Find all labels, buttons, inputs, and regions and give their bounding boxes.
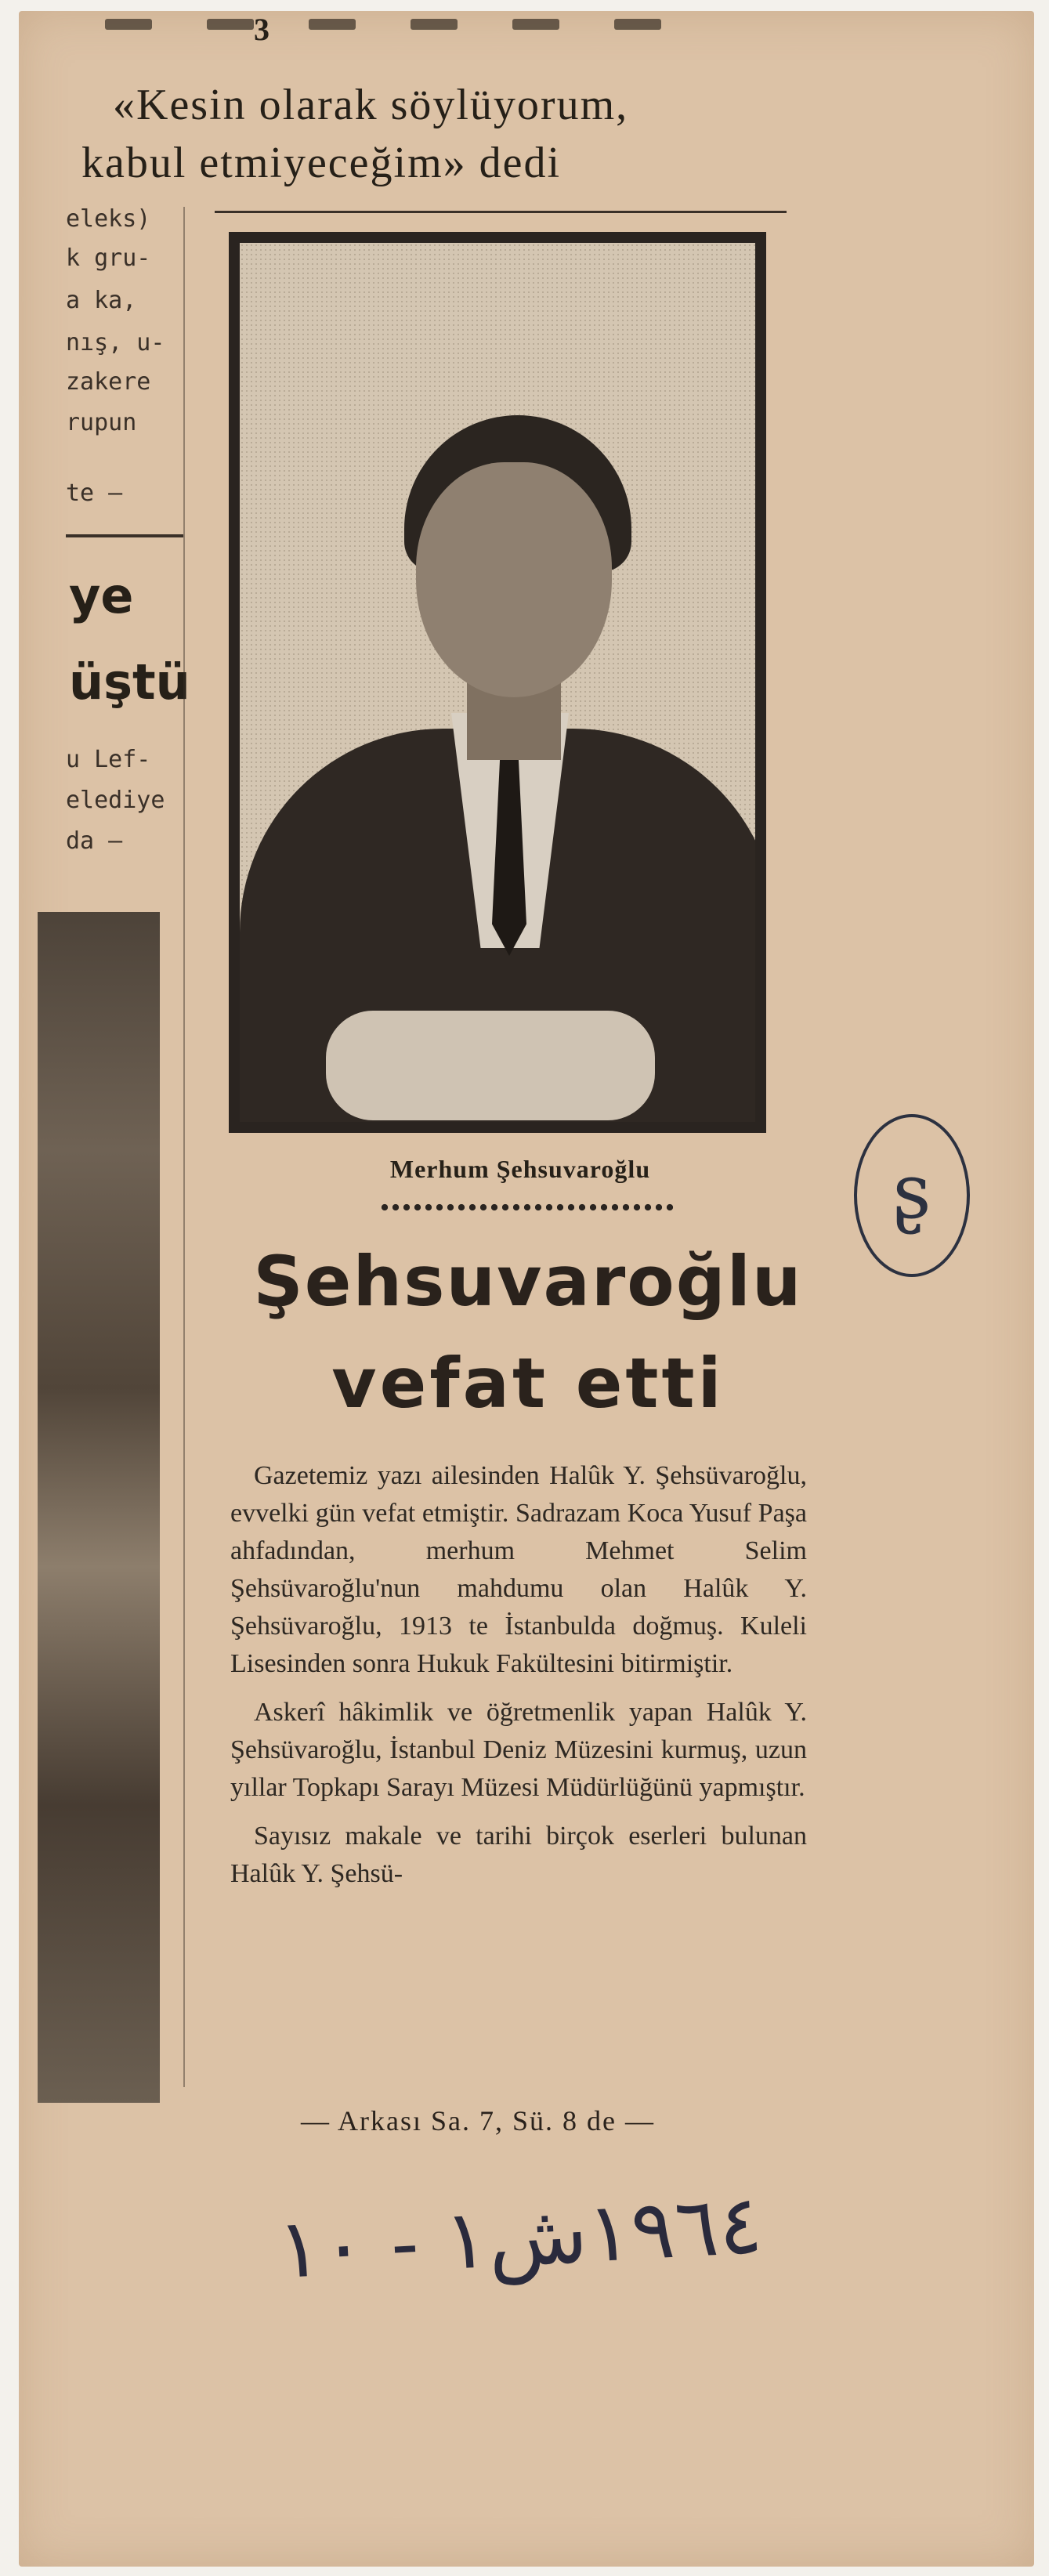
continued-note: — Arkası Sa. 7, Sü. 8 de —: [301, 2105, 655, 2136]
left-partial-photo: [38, 912, 160, 2103]
left-column-fragment: zakere: [66, 368, 151, 396]
left-column-fragment: u Lef-: [66, 746, 151, 773]
left-column-fragment: elediye: [66, 787, 165, 814]
left-column-fragment: rupun: [66, 409, 137, 436]
left-column-heading: ye: [69, 567, 134, 624]
circled-mark-text: ʂ: [892, 1148, 931, 1236]
left-column-fragment: da —: [66, 827, 123, 855]
left-column-fragment: nış, u-: [66, 329, 165, 356]
photo-caption: Merhum Şehsuvaroğlu: [389, 1155, 651, 1183]
article-body: [230, 1457, 807, 1904]
column-divider: [183, 207, 185, 2087]
headline-rule: [215, 211, 787, 213]
left-column-heading: üştü: [69, 653, 190, 711]
portrait-photo: [229, 232, 766, 1133]
article-paragraph: Askerî hâkimlik ve öğretmenlik yapan Halûk Y. Şehsüvaroğlu, İstanbul Deniz Müzesini kurmuş, uzun yıllar Topkapı Sarayı Müzesi Müdürlüğünü yapmıştır.: [230, 1698, 807, 1802]
left-column-fragment: te —: [66, 479, 123, 507]
left-column-rule: [66, 534, 183, 537]
upper-headline-line2: kabul etmiyeceğim» dedi: [81, 139, 562, 187]
left-column-fragment: a ka,: [66, 287, 137, 314]
photo-hands: [326, 1011, 655, 1120]
newspaper-clipping: [19, 11, 1034, 2567]
article-paragraph: Sayısız makale ve tarihi birçok eserleri bulunan Halûk Y. Şehsü-: [230, 1822, 807, 1888]
upper-headline-line1: «Kesin olarak söylüyorum,: [113, 81, 629, 129]
dotted-separator: [379, 1203, 677, 1211]
article-title-line2: vefat etti: [331, 1343, 725, 1424]
photo-face: [416, 462, 612, 697]
handwritten-circled-mark: [854, 1114, 970, 1277]
page-number: 3: [254, 12, 269, 47]
cut-off-headline: [105, 19, 794, 36]
handwritten-date-note: ١٩٦٤ش١ - ١٠: [275, 2176, 765, 2298]
article-paragraph: Gazetemiz yazı ailesinden Halûk Y. Şehsüvaroğlu, evvelki gün vefat etmiştir. Sadrazam Koca Yusuf Paşa ahfadından, merhum Mehmet Selim Şehsüvaroğlu'nun mahdumu olan Halûk Y. Şehsüvaroğlu, 1913 te İstanbulda doğmuş. Kuleli Lisesinden sonra Hukuk Fakültesini bitirmiştir.: [230, 1461, 807, 1678]
article-title-line1: Şehsuvaroğlu: [253, 1241, 803, 1322]
left-column-fragment: eleks): [66, 205, 151, 233]
left-column-fragment: k gru-: [66, 244, 151, 272]
